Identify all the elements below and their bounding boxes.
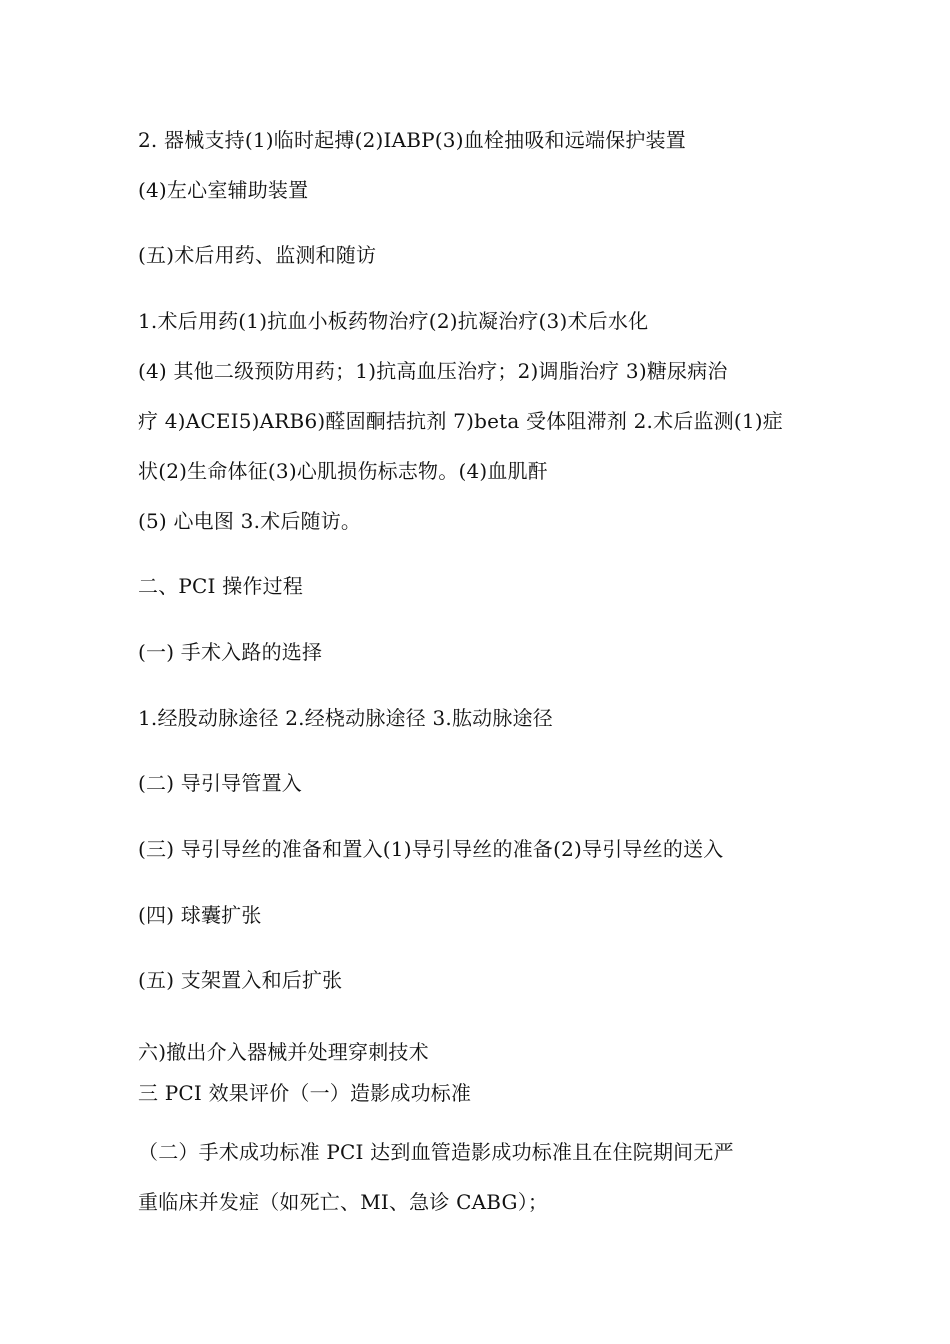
section-heading: (四) 球囊扩张: [138, 903, 262, 927]
section-heading: 二、PCI 操作过程: [138, 574, 304, 598]
text-line: 1.经股动脉途径 2.经桡动脉途径 3.肱动脉途径: [138, 706, 553, 730]
text-line: (4) 其他二级预防用药；1)抗高血压治疗；2)调脂治疗 3)糖尿病治: [138, 359, 728, 383]
text-line: 2. 器械支持(1)临时起搏(2)IABP(3)血栓抽吸和远端保护装置: [138, 128, 686, 152]
text-line: 1.术后用药(1)抗血小板药物治疗(2)抗凝治疗(3)术后水化: [138, 309, 649, 333]
text-line: 重临床并发症（如死亡、MI、急诊 CABG）；: [138, 1190, 549, 1214]
section-heading: (五) 支架置入和后扩张: [138, 968, 343, 992]
section-heading: 六)撤出介入器械并处理穿刺技术: [138, 1040, 429, 1064]
section-heading: (三) 导引导丝的准备和置入(1)导引导丝的准备(2)导引导丝的送入: [138, 837, 724, 861]
section-heading: (五)术后用药、监测和随访: [138, 243, 377, 267]
text-line: 疗 4)ACEI5)ARB6)醛固酮拮抗剂 7)beta 受体阻滞剂 2.术后监测(1)症: [138, 409, 783, 433]
section-heading: (二) 导引导管置入: [138, 771, 302, 795]
text-line: （二）手术成功标准 PCI 达到血管造影成功标准且在住院期间无严: [138, 1140, 734, 1164]
text-line: (4)左心室辅助装置: [138, 178, 309, 202]
section-heading: (一) 手术入路的选择: [138, 640, 323, 664]
section-heading: 三 PCI 效果评价（一）造影成功标准: [138, 1081, 472, 1105]
text-line: 状(2)生命体征(3)心肌损伤标志物。(4)血肌酐: [138, 459, 548, 483]
text-line: (5) 心电图 3.术后随访。: [138, 509, 362, 533]
